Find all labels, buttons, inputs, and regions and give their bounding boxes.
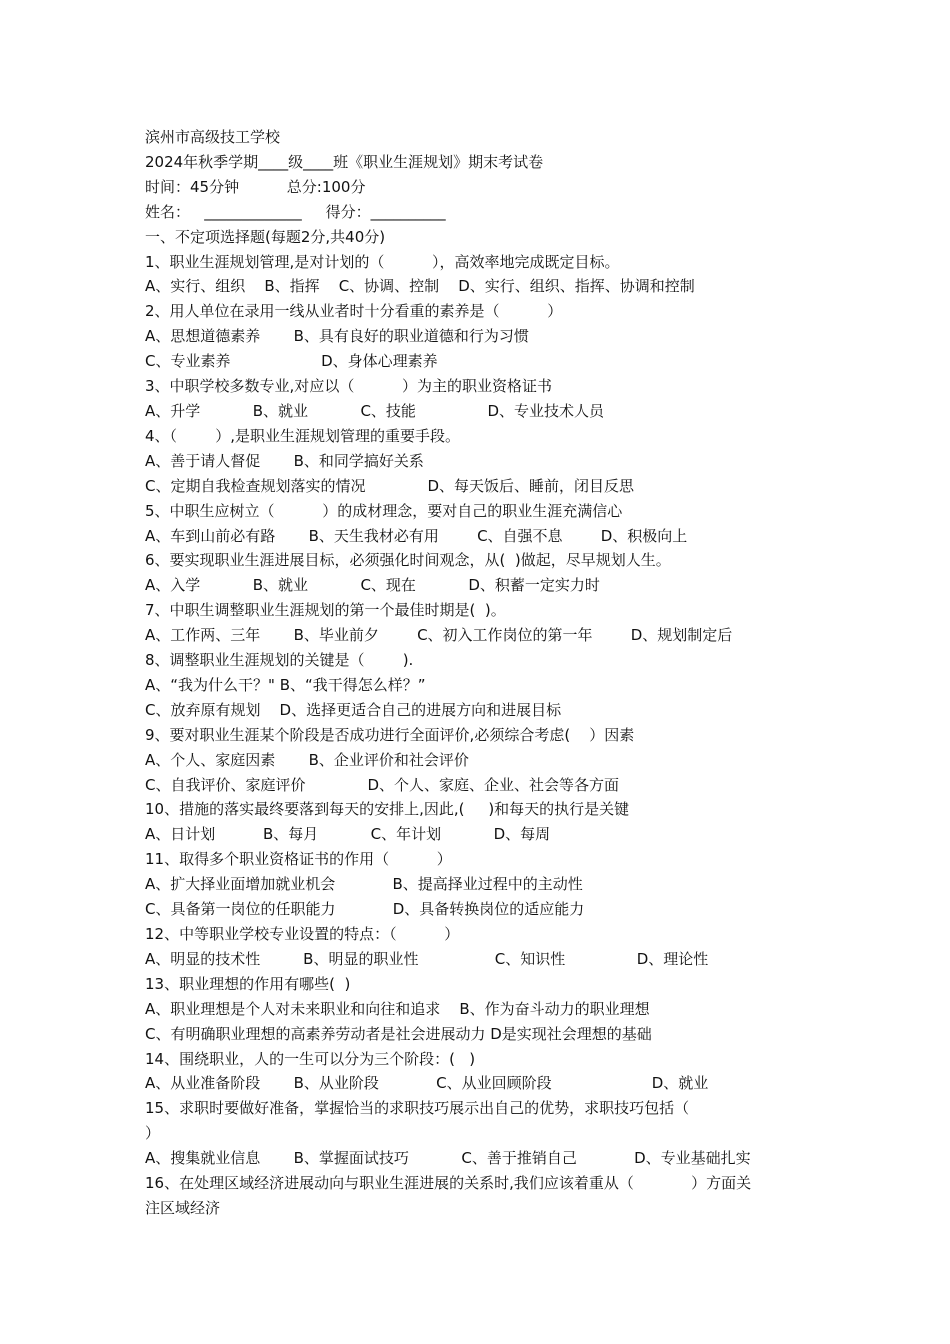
document-line: 7、中职生调整职业生涯规划的第一个最佳时期是( )。	[145, 601, 506, 620]
document-line: ）	[145, 1124, 161, 1143]
document-line: 12、中等职业学校专业设置的特点：（ ）	[145, 925, 460, 943]
document-body	[145, 125, 835, 1221]
document-line: A、实行、组织 B、指挥 C、协调、控制 D、实行、组织、指挥、协调和控制	[145, 277, 695, 296]
document-line: A、搜集就业信息 B、掌握面试技巧 C、善于推销自己 D、专业基础扎实	[145, 1149, 751, 1168]
document-line: 一、不定项选择题(每题2分,共40分)	[145, 227, 386, 246]
document-line: A、入学 B、就业 C、现在 D、积蓄一定实力时	[145, 576, 600, 595]
document-line: 9、要对职业生涯某个阶段是否成功进行全面评价,必须综合考虑( ）因素	[145, 725, 635, 744]
document-line: A、个人、家庭因素 B、企业评价和社会评价	[145, 750, 469, 769]
document-line: A、善于请人督促 B、和同学搞好关系	[145, 451, 424, 470]
document-line: A、日计划 B、每月 C、年计划 D、每周	[145, 825, 551, 844]
document-line: 2、用人单位在录用一线从业者时十分看重的素养是（ ）	[145, 302, 563, 321]
document-line: 4、（ ）,是职业生涯规划管理的重要手段。	[145, 426, 460, 445]
document-line: 16、在处理区域经济进展动向与职业生涯进展的关系时,我们应该着重从（ ）方面关	[145, 1174, 752, 1193]
document-line: 5、中职生应树立（ ）的成材理念，要对自己的职业生涯充满信心	[145, 501, 623, 520]
document-line: A、思想道德素养 B、具有良好的职业道德和行为习惯	[145, 327, 529, 346]
document-line: C、定期自我检查规划落实的情况 D、每天饭后、睡前，闭目反思	[145, 476, 635, 495]
document-line: C、自我评价、家庭评价 D、个人、家庭、企业、社会等各方面	[145, 775, 620, 794]
document-line: 姓名： _____________ 得分：__________	[145, 202, 446, 221]
document-line: 10、措施的落实最终要落到每天的安排上,因此,( )和每天的执行是关键	[145, 800, 630, 819]
document-line: C、放弃原有规划 D、选择更适合自己的进展方向和进展目标	[145, 700, 562, 719]
document-line: C、具备第一岗位的任职能力 D、具备转换岗位的适应能力	[145, 900, 585, 919]
document-line: A、“我为什么干？" B、“我干得怎么样？”	[145, 675, 426, 694]
document-line: 6、要实现职业生涯进展目标，必须强化时间观念，从( )做起，尽早规划人生。	[145, 551, 671, 570]
document-line: C、有明确职业理想的高素养劳动者是社会进展动力 D是实现社会理想的基础	[145, 1024, 652, 1043]
document-line: 13、职业理想的作用有哪些( )	[145, 974, 351, 993]
document-line: 14、围绕职业，人的一生可以分为三个阶段：( )	[145, 1049, 476, 1068]
school-name: 滨州市高级技工学校	[145, 128, 281, 146]
document-line: A、扩大择业面增加就业机会 B、提高择业过程中的主动性	[145, 875, 583, 894]
document-line: A、明显的技术性 B、明显的职业性 C、知识性 D、理论性	[145, 949, 709, 968]
document-line: 8、调整职业生涯规划的关键是（ ).	[145, 651, 414, 670]
document-line: 3、中职学校多数专业,对应以（ ）为主的职业资格证书	[145, 377, 552, 396]
document-line: C、专业素养 D、身体心理素养	[145, 352, 438, 371]
document-line: 11、取得多个职业资格证书的作用（ ）	[145, 850, 452, 869]
document-line: A、职业理想是个人对未来职业和向往和追求 B、作为奋斗动力的职业理想	[145, 999, 650, 1018]
document-line: 注区域经济	[145, 1198, 221, 1217]
document-line: 1、职业生涯规划管理,是对计划的（ ），高效率地完成既定目标。	[145, 252, 620, 271]
document-line: 15、求职时要做好准备，掌握恰当的求职技巧展示出自己的优势，求职技巧包括（	[145, 1099, 690, 1118]
exam-title: 2024年秋季学期____级____班《职业生涯规划》期末考试卷	[145, 152, 544, 171]
document-line: 时间：45分钟 总分:100分	[145, 177, 366, 196]
document-line: A、从业准备阶段 B、从业阶段 C、从业回顾阶段 D、就业	[145, 1074, 709, 1093]
document-line: A、车到山前必有路 B、天生我材必有用 C、自强不息 D、积极向上	[145, 526, 688, 545]
document-line: A、工作两、三年 B、毕业前夕 C、初入工作岗位的第一年 D、规划制定后	[145, 626, 733, 645]
document-line: A、升学 B、就业 C、技能 D、专业技术人员	[145, 401, 604, 420]
